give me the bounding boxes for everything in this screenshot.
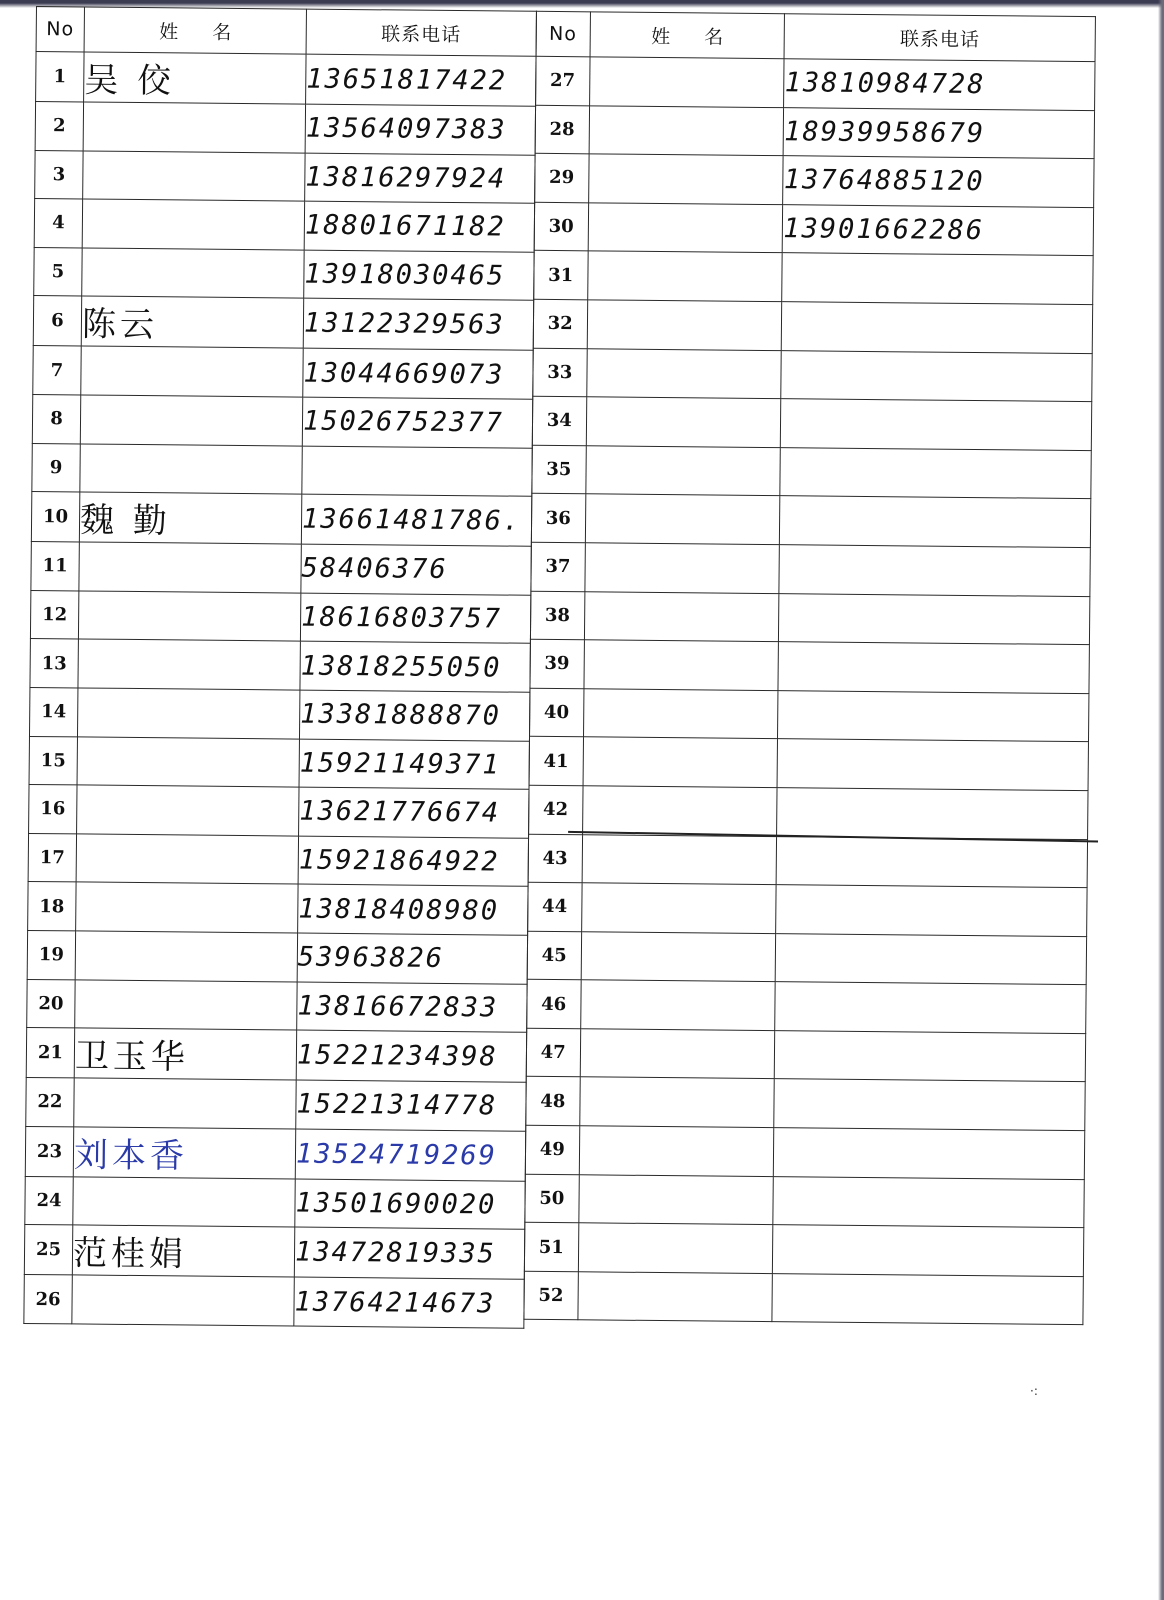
table-row bbox=[30, 590, 530, 643]
signature-name bbox=[80, 444, 302, 495]
table-row bbox=[33, 346, 533, 399]
table-row bbox=[24, 1225, 524, 1280]
phone-number: 53963826 bbox=[297, 933, 527, 984]
signature-name bbox=[82, 199, 304, 250]
phone-number: 13816297924 bbox=[305, 153, 535, 204]
signature-name bbox=[586, 348, 781, 398]
phone-number: 13651817422 bbox=[306, 54, 536, 106]
phone-number bbox=[780, 496, 1091, 548]
row-number: 12 bbox=[30, 590, 78, 639]
table-row bbox=[29, 687, 529, 740]
signature-name bbox=[78, 639, 300, 690]
signature-name bbox=[582, 834, 777, 884]
roster-body-left bbox=[24, 52, 536, 1329]
signature-name bbox=[586, 397, 781, 447]
phone-number bbox=[781, 350, 1092, 402]
table-row bbox=[31, 492, 531, 547]
row-number: 10 bbox=[31, 492, 79, 542]
phone-header: 联系电话 bbox=[784, 14, 1095, 62]
signature-name bbox=[587, 300, 782, 350]
phone-number: 13918030465 bbox=[304, 250, 534, 301]
table-row bbox=[28, 882, 528, 935]
row-number: 21 bbox=[26, 1028, 74, 1078]
signature-name: 卫玉华 bbox=[74, 1028, 296, 1080]
row-number: 19 bbox=[27, 930, 75, 979]
row-number: 5 bbox=[34, 247, 82, 296]
table-row bbox=[531, 494, 1090, 548]
phone-number bbox=[781, 399, 1092, 451]
table-row bbox=[534, 251, 1093, 305]
signature-name bbox=[585, 446, 780, 496]
table-row bbox=[524, 1271, 1083, 1325]
table-row bbox=[32, 443, 532, 496]
phone-number: 13472819335 bbox=[294, 1227, 524, 1279]
row-number: 28 bbox=[535, 105, 589, 154]
table-row bbox=[533, 348, 1092, 402]
row-number: 26 bbox=[24, 1275, 72, 1324]
phone-number: 13044669073 bbox=[303, 348, 533, 399]
table-row bbox=[25, 1176, 525, 1229]
row-number: 3 bbox=[35, 150, 83, 199]
signature-name bbox=[588, 203, 783, 253]
table-row bbox=[535, 105, 1094, 159]
phone-number: 15921149371 bbox=[299, 739, 529, 790]
phone-number: 58406376 bbox=[301, 544, 531, 595]
signature-name bbox=[76, 882, 298, 933]
table-row bbox=[35, 150, 535, 203]
signature-name bbox=[76, 834, 298, 885]
phone-number bbox=[773, 1225, 1084, 1277]
phone-header: 联系电话 bbox=[306, 9, 536, 56]
phone-number bbox=[775, 982, 1086, 1034]
scan-edge-right bbox=[1158, 0, 1164, 1600]
row-number: 52 bbox=[524, 1271, 578, 1320]
table-row bbox=[530, 688, 1089, 742]
table-row bbox=[524, 1222, 1083, 1276]
table-row bbox=[27, 930, 527, 983]
table-row bbox=[530, 591, 1089, 645]
row-number: 1 bbox=[36, 52, 84, 102]
phone-number: 13661481786. bbox=[301, 494, 531, 546]
row-number: 50 bbox=[525, 1174, 579, 1223]
signature-name bbox=[579, 1077, 774, 1127]
phone-number bbox=[776, 885, 1087, 937]
row-number: 44 bbox=[528, 882, 582, 931]
row-number: 33 bbox=[533, 348, 587, 397]
signature-name bbox=[77, 736, 299, 787]
signature-name bbox=[581, 931, 776, 981]
phone-number: 15221234398 bbox=[296, 1030, 526, 1082]
phone-number bbox=[780, 447, 1091, 499]
table-row bbox=[525, 1174, 1084, 1228]
table-row bbox=[27, 979, 527, 1032]
signature-name bbox=[589, 105, 784, 155]
phone-number bbox=[773, 1176, 1084, 1228]
signature-name bbox=[79, 542, 301, 593]
table-row bbox=[526, 1028, 1085, 1082]
phone-number bbox=[778, 642, 1089, 694]
signature-name bbox=[581, 883, 776, 933]
signature-name bbox=[75, 979, 297, 1030]
signature-name bbox=[577, 1272, 772, 1322]
phone-number: 15026752377 bbox=[302, 397, 532, 448]
signature-name: 范桂娟 bbox=[72, 1225, 294, 1277]
table-row bbox=[527, 931, 1086, 985]
signature-name bbox=[81, 346, 303, 397]
signature-name bbox=[579, 1126, 774, 1176]
row-number: 42 bbox=[529, 785, 583, 834]
signature-name bbox=[578, 1174, 773, 1224]
phone-number bbox=[302, 446, 532, 497]
signature-name bbox=[587, 251, 782, 301]
phone-number bbox=[782, 253, 1093, 305]
phone-number bbox=[774, 1128, 1085, 1180]
signature-name bbox=[583, 737, 778, 787]
row-number: 40 bbox=[530, 688, 584, 737]
table-row bbox=[31, 542, 531, 595]
signature-name: 魏 勤 bbox=[79, 492, 301, 544]
roster-sheet bbox=[23, 6, 1101, 1341]
table-row bbox=[532, 445, 1091, 499]
row-number: 2 bbox=[35, 102, 83, 151]
signature-name bbox=[83, 151, 305, 202]
phone-number bbox=[777, 836, 1088, 888]
table-row bbox=[530, 639, 1089, 693]
phone-number: 13122329563 bbox=[303, 298, 533, 350]
signature-name bbox=[578, 1223, 773, 1273]
row-number: 6 bbox=[33, 296, 81, 346]
table-row bbox=[33, 296, 533, 351]
signature-name bbox=[589, 57, 784, 107]
phone-number: 13564097383 bbox=[305, 104, 535, 155]
row-number: 34 bbox=[532, 396, 586, 445]
signature-name bbox=[580, 1029, 775, 1079]
table-row bbox=[25, 1126, 525, 1181]
phone-number bbox=[775, 1031, 1086, 1083]
table-row bbox=[531, 542, 1090, 596]
phone-number: 13901662286 bbox=[783, 204, 1094, 256]
row-number: 47 bbox=[526, 1028, 580, 1077]
name-header: 姓 名 bbox=[84, 7, 306, 54]
phone-number bbox=[777, 739, 1088, 791]
row-number: 25 bbox=[24, 1225, 72, 1275]
row-number: 46 bbox=[527, 980, 581, 1029]
signature-name: 陈云 bbox=[81, 296, 303, 348]
row-number: 7 bbox=[33, 346, 81, 395]
signature-name bbox=[584, 543, 779, 593]
row-number: 13 bbox=[30, 639, 78, 688]
phone-number bbox=[777, 788, 1088, 840]
no-header: No bbox=[36, 7, 84, 52]
header-row bbox=[36, 7, 536, 57]
phone-number bbox=[772, 1273, 1083, 1325]
table-row bbox=[535, 153, 1094, 207]
signature-name: 刘本香 bbox=[73, 1127, 295, 1179]
row-number: 24 bbox=[25, 1176, 73, 1225]
name-header: 姓 名 bbox=[590, 12, 785, 59]
row-number: 41 bbox=[529, 737, 583, 786]
table-row bbox=[532, 396, 1091, 450]
row-number: 15 bbox=[29, 736, 77, 785]
row-number: 48 bbox=[526, 1077, 580, 1126]
phone-number: 13818255050 bbox=[300, 641, 530, 692]
table-row bbox=[528, 882, 1087, 936]
table-row bbox=[26, 1028, 526, 1083]
signature-name bbox=[588, 154, 783, 204]
phone-number bbox=[778, 690, 1089, 742]
row-number: 45 bbox=[527, 931, 581, 980]
row-number: 36 bbox=[531, 494, 585, 543]
row-number: 30 bbox=[534, 202, 588, 251]
signature-name bbox=[582, 786, 777, 836]
phone-number: 13621776674 bbox=[299, 787, 529, 838]
row-number: 27 bbox=[536, 56, 590, 105]
table-row bbox=[35, 102, 535, 155]
roster-table-right bbox=[523, 11, 1096, 1326]
signature-name bbox=[73, 1177, 295, 1228]
row-number: 51 bbox=[524, 1222, 578, 1271]
row-number: 8 bbox=[32, 394, 80, 443]
phone-number: 18801671182 bbox=[304, 201, 534, 252]
phone-number bbox=[779, 545, 1090, 597]
signature-name bbox=[74, 1078, 296, 1129]
signature-name bbox=[77, 785, 299, 836]
roster-table-left bbox=[23, 6, 537, 1329]
phone-number: 13524719269 bbox=[295, 1129, 525, 1181]
row-number: 9 bbox=[32, 443, 80, 492]
header-row bbox=[536, 11, 1095, 61]
phone-number: 13810984728 bbox=[784, 59, 1095, 111]
table-row bbox=[30, 639, 530, 692]
signature-name bbox=[584, 591, 779, 641]
row-number: 17 bbox=[28, 833, 76, 882]
phone-number: 13381888870 bbox=[299, 690, 529, 741]
signature-name bbox=[75, 931, 297, 982]
row-number: 29 bbox=[535, 153, 589, 202]
signature-name bbox=[584, 640, 779, 690]
row-number: 16 bbox=[29, 785, 77, 834]
table-row bbox=[528, 834, 1087, 888]
table-row bbox=[32, 394, 532, 447]
row-number: 43 bbox=[528, 834, 582, 883]
phone-number: 18616803757 bbox=[300, 593, 530, 644]
table-row bbox=[529, 737, 1088, 791]
table-row bbox=[28, 833, 528, 886]
phone-number: 18939958679 bbox=[784, 107, 1095, 159]
row-number: 38 bbox=[530, 591, 584, 640]
signature-name bbox=[583, 689, 778, 739]
signature-name bbox=[82, 248, 304, 299]
phone-number bbox=[776, 933, 1087, 985]
signature-name bbox=[72, 1275, 294, 1326]
table-row bbox=[533, 299, 1092, 353]
phone-number: 15921864922 bbox=[298, 836, 528, 887]
scan-speck: ·: bbox=[1030, 1384, 1038, 1398]
phone-number: 13818408980 bbox=[298, 884, 528, 935]
table-row bbox=[34, 247, 534, 300]
signature-name: 吴 佼 bbox=[84, 52, 306, 104]
signature-name bbox=[585, 494, 780, 544]
signature-name bbox=[580, 980, 775, 1030]
phone-number: 13501690020 bbox=[295, 1179, 525, 1230]
table-row bbox=[536, 56, 1095, 110]
phone-number bbox=[779, 593, 1090, 645]
signature-name bbox=[83, 102, 305, 153]
table-row bbox=[534, 202, 1093, 256]
phone-number bbox=[782, 302, 1093, 354]
roster-body-right bbox=[524, 56, 1095, 1325]
table-row bbox=[36, 52, 536, 107]
row-number: 49 bbox=[525, 1125, 579, 1174]
row-number: 4 bbox=[34, 199, 82, 248]
row-number: 11 bbox=[31, 542, 79, 591]
phone-number: 13764885120 bbox=[783, 156, 1094, 208]
no-header: No bbox=[536, 11, 590, 57]
phone-number: 13816672833 bbox=[297, 982, 527, 1033]
table-row bbox=[24, 1275, 524, 1328]
row-number: 32 bbox=[533, 299, 587, 348]
table-row bbox=[525, 1125, 1084, 1179]
phone-number: 15221314778 bbox=[296, 1080, 526, 1131]
phone-number bbox=[774, 1079, 1085, 1131]
table-row bbox=[29, 785, 529, 838]
row-number: 35 bbox=[532, 445, 586, 494]
row-number: 37 bbox=[531, 542, 585, 591]
signature-name bbox=[78, 591, 300, 642]
table-row bbox=[29, 736, 529, 789]
row-number: 31 bbox=[534, 251, 588, 300]
row-number: 39 bbox=[530, 639, 584, 688]
signature-name bbox=[80, 395, 302, 446]
table-row bbox=[527, 980, 1086, 1034]
phone-number: 13764214673 bbox=[294, 1277, 524, 1328]
table-row bbox=[34, 199, 534, 252]
row-number: 22 bbox=[26, 1078, 74, 1127]
row-number: 14 bbox=[29, 687, 77, 736]
row-number: 23 bbox=[25, 1126, 73, 1176]
table-row bbox=[26, 1078, 526, 1131]
signature-name bbox=[77, 688, 299, 739]
row-number: 18 bbox=[28, 882, 76, 931]
table-row bbox=[526, 1077, 1085, 1131]
row-number: 20 bbox=[27, 979, 75, 1028]
